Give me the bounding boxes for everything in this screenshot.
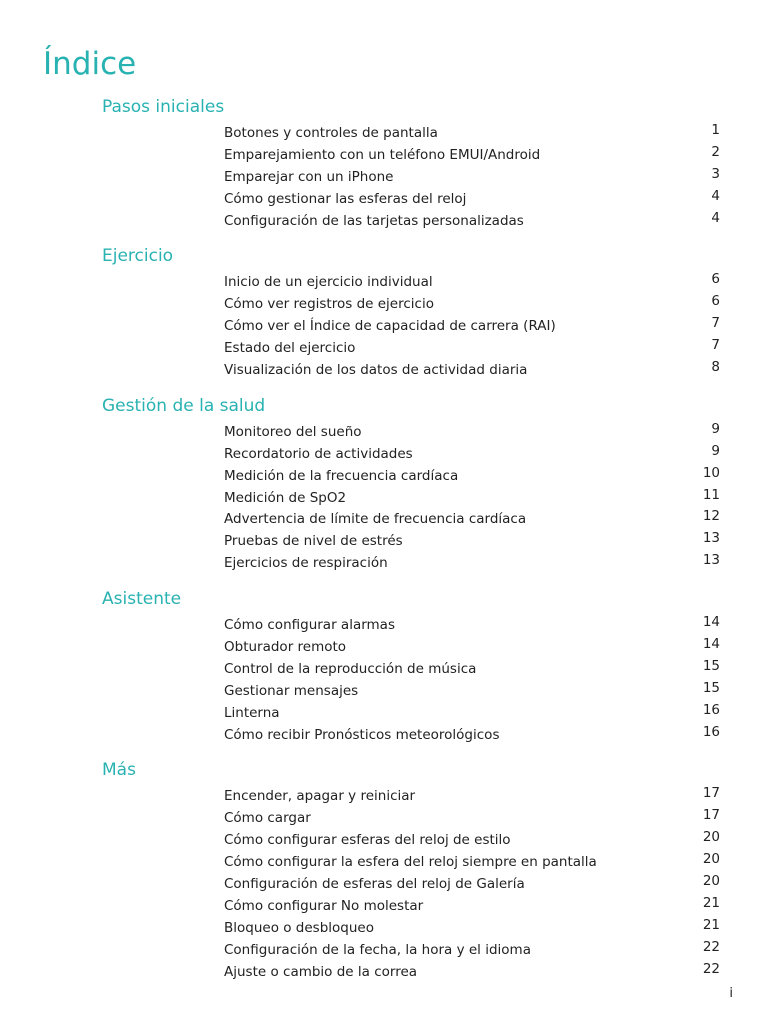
section-heading[interactable]: Gestión de la salud xyxy=(102,395,266,416)
toc-entry[interactable] xyxy=(0,421,768,443)
entry-page-number[interactable]: 16 xyxy=(702,701,720,718)
toc-entry[interactable] xyxy=(0,166,768,188)
entry-title[interactable]: Cómo cargar xyxy=(224,810,311,827)
toc-entry[interactable] xyxy=(0,122,768,144)
toc-entry[interactable] xyxy=(0,939,768,961)
entry-page-number[interactable]: 22 xyxy=(702,938,720,955)
toc-entry[interactable] xyxy=(0,895,768,917)
entry-title[interactable]: Medición de la frecuencia cardíaca xyxy=(224,467,459,484)
entry-title[interactable]: Monitoreo del sueño xyxy=(224,423,362,440)
entry-title[interactable]: Cómo configurar No molestar xyxy=(224,897,424,914)
section-heading[interactable]: Más xyxy=(102,760,136,781)
entry-title[interactable]: Cómo recibir Pronósticos meteorológicos xyxy=(224,726,500,743)
entry-page-number[interactable]: 20 xyxy=(702,829,720,846)
toc-entry[interactable] xyxy=(0,315,768,337)
section-spacer xyxy=(0,231,768,241)
entry-title[interactable]: Linterna xyxy=(224,704,280,721)
entry-title[interactable]: Ejercicios de respiración xyxy=(224,555,388,572)
entry-title[interactable]: Control de la reproducción de música xyxy=(224,660,477,677)
toc-entry[interactable] xyxy=(0,552,768,574)
page-title: Índice xyxy=(43,46,137,82)
entry-page-number[interactable]: 13 xyxy=(702,552,720,569)
entry-title[interactable]: Pruebas de nivel de estrés xyxy=(224,533,403,550)
entry-page-number[interactable]: 4 xyxy=(711,187,720,204)
entry-title[interactable]: Encender, apagar y reiniciar xyxy=(224,788,416,805)
toc-entry[interactable] xyxy=(0,614,768,636)
entry-title[interactable]: Gestionar mensajes xyxy=(224,682,359,699)
table-of-contents xyxy=(0,92,768,983)
entry-page-number[interactable]: 21 xyxy=(702,894,720,911)
entry-title[interactable]: Estado del ejercicio xyxy=(224,340,356,357)
section-spacer xyxy=(0,381,768,391)
entry-title[interactable]: Cómo ver el Índice de capacidad de carrera (RAI) xyxy=(224,318,556,335)
toc-section-gestion-salud xyxy=(0,391,768,584)
footer-page-number: i xyxy=(729,986,733,1001)
toc-entry[interactable] xyxy=(0,636,768,658)
entry-page-number[interactable]: 9 xyxy=(711,442,720,459)
entry-title[interactable]: Inicio de un ejercicio individual xyxy=(224,274,433,291)
section-entries xyxy=(0,271,768,380)
entry-page-number[interactable]: 16 xyxy=(702,723,720,740)
section-entries xyxy=(0,122,768,231)
toc-entry[interactable] xyxy=(0,702,768,724)
entry-page-number[interactable]: 13 xyxy=(702,530,720,547)
entry-page-number[interactable]: 17 xyxy=(702,785,720,802)
toc-section-pasos-iniciales xyxy=(0,92,768,241)
entry-page-number[interactable]: 7 xyxy=(711,315,720,332)
toc-entry[interactable] xyxy=(0,465,768,487)
entry-page-number[interactable]: 3 xyxy=(711,165,720,182)
entry-page-number[interactable]: 20 xyxy=(702,873,720,890)
toc-entry[interactable] xyxy=(0,829,768,851)
entry-title[interactable]: Cómo configurar esferas del reloj de estilo xyxy=(224,832,511,849)
entry-page-number[interactable]: 10 xyxy=(702,464,720,481)
toc-entry[interactable] xyxy=(0,487,768,509)
section-entries xyxy=(0,785,768,982)
section-entries xyxy=(0,421,768,574)
toc-entry[interactable] xyxy=(0,210,768,232)
toc-entry[interactable] xyxy=(0,337,768,359)
toc-entry[interactable] xyxy=(0,680,768,702)
entry-title[interactable]: Botones y controles de pantalla xyxy=(224,125,438,141)
toc-entry[interactable] xyxy=(0,359,768,381)
section-heading[interactable]: Asistente xyxy=(102,589,182,610)
toc-entry[interactable] xyxy=(0,530,768,552)
entry-page-number[interactable]: 14 xyxy=(702,636,720,653)
entry-title[interactable]: Cómo configurar la esfera del reloj siempre en pantalla xyxy=(224,854,597,871)
entry-title[interactable]: Emparejar con un iPhone xyxy=(224,168,394,185)
section-heading[interactable]: Ejercicio xyxy=(102,246,174,267)
entry-title[interactable]: Configuración de las tarjetas personalizadas xyxy=(224,212,524,229)
toc-entry[interactable] xyxy=(0,144,768,166)
toc-entry[interactable] xyxy=(0,508,768,530)
toc-entry[interactable] xyxy=(0,293,768,315)
entry-title[interactable]: Emparejamiento con un teléfono EMUI/Android xyxy=(224,146,541,163)
toc-entry[interactable] xyxy=(0,724,768,746)
toc-entry[interactable] xyxy=(0,188,768,210)
entry-page-number[interactable]: 12 xyxy=(702,508,720,525)
entry-page-number[interactable]: 7 xyxy=(711,337,720,354)
section-spacer xyxy=(0,745,768,755)
entry-page-number[interactable]: 14 xyxy=(702,614,720,631)
entry-title[interactable]: Cómo ver registros de ejercicio xyxy=(224,296,434,313)
toc-section-mas xyxy=(0,755,768,982)
entry-page-number[interactable]: 8 xyxy=(711,359,720,376)
toc-section-asistente xyxy=(0,584,768,755)
entry-title[interactable]: Obturador remoto xyxy=(224,639,347,656)
section-heading[interactable]: Pasos iniciales xyxy=(102,97,225,117)
toc-entry[interactable] xyxy=(0,658,768,680)
toc-entry[interactable] xyxy=(0,271,768,293)
entry-title[interactable]: Cómo gestionar las esferas del reloj xyxy=(224,190,467,207)
toc-entry[interactable] xyxy=(0,785,768,807)
entry-page-number[interactable]: 15 xyxy=(702,679,720,696)
entry-page-number[interactable]: 9 xyxy=(711,420,720,437)
entry-page-number[interactable]: 1 xyxy=(711,122,720,138)
toc-entry[interactable] xyxy=(0,807,768,829)
toc-entry[interactable] xyxy=(0,851,768,873)
entry-title[interactable]: Recordatorio de actividades xyxy=(224,445,413,462)
entry-title[interactable]: Advertencia de límite de frecuencia cardíaca xyxy=(224,511,527,528)
entry-page-number[interactable]: 2 xyxy=(711,143,720,160)
entry-page-number[interactable]: 22 xyxy=(702,960,720,977)
entry-title[interactable]: Cómo configurar alarmas xyxy=(224,617,395,634)
entry-title[interactable]: Medición de SpO2 xyxy=(224,489,347,506)
section-entries xyxy=(0,614,768,745)
entry-page-number[interactable]: 17 xyxy=(702,807,720,824)
toc-entry[interactable] xyxy=(0,961,768,983)
toc-entry[interactable] xyxy=(0,873,768,895)
entry-title[interactable]: Configuración de esferas del reloj de Galería xyxy=(224,876,525,893)
entry-page-number[interactable]: 11 xyxy=(702,486,720,503)
entry-page-number[interactable]: 20 xyxy=(702,851,720,868)
entry-page-number[interactable]: 6 xyxy=(711,271,720,288)
entry-title[interactable]: Visualización de los datos de actividad diaria xyxy=(224,362,528,379)
entry-title[interactable]: Configuración de la fecha, la hora y el idioma xyxy=(224,941,531,958)
toc-entry[interactable] xyxy=(0,917,768,939)
toc-entry[interactable] xyxy=(0,443,768,465)
toc-section-ejercicio xyxy=(0,241,768,390)
entry-page-number[interactable]: 21 xyxy=(702,916,720,933)
entry-page-number[interactable]: 4 xyxy=(711,209,720,226)
entry-page-number[interactable]: 15 xyxy=(702,657,720,674)
section-spacer xyxy=(0,574,768,584)
entry-page-number[interactable]: 6 xyxy=(711,293,720,310)
entry-title[interactable]: Ajuste o cambio de la correa xyxy=(224,963,418,980)
entry-title[interactable]: Bloqueo o desbloqueo xyxy=(224,919,374,936)
